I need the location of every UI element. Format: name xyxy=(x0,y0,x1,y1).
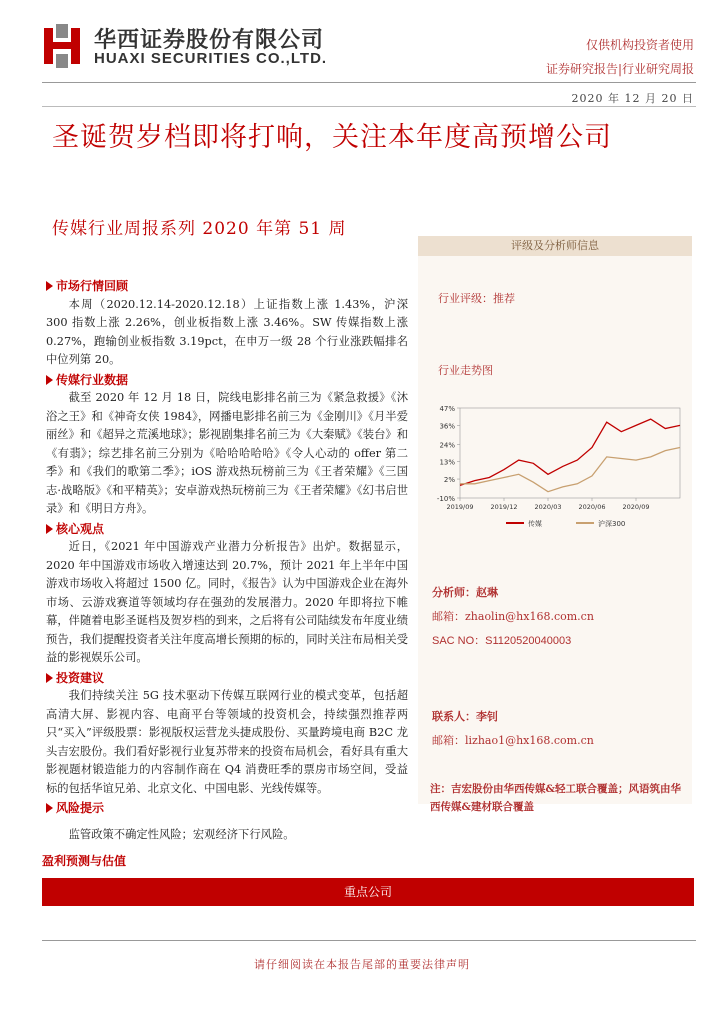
triangle-bullet-icon xyxy=(46,524,53,534)
section-heading: 市场行情回顾 xyxy=(56,279,129,293)
y-tick-label: 36% xyxy=(439,422,455,431)
coverage-note: 注：吉宏股份由华西传媒&轻工联合覆盖；风语筑由华西传媒&建材联合覆盖 xyxy=(430,783,681,813)
triangle-bullet-icon xyxy=(46,673,53,683)
section-paragraph: 本周（2020.12.14-2020.12.18）上证指数上涨 1.43%，沪深 300 指数上涨 2.26%，创业板指数上涨 3.46%。SW 传媒指数上涨 0.27%，跑输创业板指数 3.19pct，在申万一级 28 个行业涨跌幅排名中位列第 20。 xyxy=(46,297,408,366)
footer-divider xyxy=(42,940,696,941)
section-paragraph: 近日，《2021 年中国游戏产业潜力分析报告》出炉。数据显示，2020 年中国游戏市场收入增速达到 20.7%，预计 2021 年上半年中国游戏市场收入将超过 1500 亿。同时，《报告》认为中国游戏企业在海外市场、云游戏赛道等领域均存在强劲的发展潜力。2020 年即将拉下帷幕，伴随着电影圣诞档及贺岁档的到来，之后将有公司陆续发布年度业绩预告，我们提醒投资者关注年度高增长预期的标的，同时关注布局相关受益的影视娱乐公司。 xyxy=(46,540,408,664)
y-tick-label: 13% xyxy=(439,458,455,467)
section-heading: 投资建议 xyxy=(56,670,105,685)
x-tick-label: 2020/09 xyxy=(622,503,650,511)
y-tick-label: 2% xyxy=(443,476,455,485)
contact-name: 联系人：李钊 xyxy=(432,710,498,723)
y-tick-label: 24% xyxy=(439,441,455,450)
section-paragraph: 监管政策不确定性风险；宏观经济下行风险。 xyxy=(68,827,295,841)
section-heading: 传媒行业数据 xyxy=(56,372,129,387)
huaxi-logo-icon xyxy=(42,24,82,68)
company-name-cn: 华西证券股份有限公司 xyxy=(94,28,325,53)
rating-panel-header: 评级及分析师信息 xyxy=(418,236,692,256)
triangle-bullet-icon xyxy=(46,803,53,813)
report-category: 证券研究报告|行业研究周报 xyxy=(545,62,694,76)
analyst-email: 邮箱：zhaolin@hx168.com.cn xyxy=(432,610,594,623)
triangle-bullet-icon xyxy=(46,375,53,385)
trend-chart-label: 行业走势图 xyxy=(438,364,493,377)
date-divider xyxy=(42,106,696,107)
section-risk xyxy=(46,799,408,844)
x-tick-label: 2020/06 xyxy=(578,503,606,511)
y-tick-label: -10% xyxy=(436,495,455,503)
section-heading: 风险提示 xyxy=(56,801,105,815)
triangle-bullet-icon xyxy=(46,281,53,291)
legend-label: 传媒 xyxy=(528,520,542,528)
section-market-review xyxy=(46,277,408,370)
audience-label: 仅供机构投资者使用 xyxy=(585,38,694,52)
x-tick-label: 2020/03 xyxy=(534,503,562,511)
header-divider xyxy=(42,82,696,83)
industry-rating: 行业评级：推荐 xyxy=(438,292,515,305)
legend-label: 沪深300 xyxy=(598,520,626,528)
contact-email: 邮箱：lizhao1@hx168.com.cn xyxy=(432,734,594,747)
section-industry-data xyxy=(46,371,408,519)
x-tick-label: 2019/09 xyxy=(446,503,474,511)
section-paragraph: 我们持续关注 5G 技术驱动下传媒互联网行业的模式变革，包括超高清大屏、影视内容、电商平台等领域的投资机会，持续强烈推荐两只“买入”评级股票：影视版权运营龙头捷成股份、买量跨境电商 B2C 龙头吉宏股份。我们看好影视行业复苏带来的投资布局机会，看好具有重大影视题材锻造能力的内容制作商在 Q4 消费旺季的票房市场空间，受益标的包括华谊兄弟、北京文化、中国电影、光线传媒等。 xyxy=(46,689,408,795)
report-date: 2020 年 12 月 20 日 xyxy=(571,92,694,105)
trend-chart xyxy=(428,400,688,535)
section-investment-advice xyxy=(46,669,408,799)
report-subtitle: 传媒行业周报系列 2020 年第 51 周 xyxy=(52,219,347,239)
report-title: 圣诞贺岁档即将打响，关注本年度高预增公司 xyxy=(52,122,612,153)
series-line-csi300 xyxy=(460,448,680,492)
section-core-view xyxy=(46,520,408,668)
analyst-sac: SAC NO：S1120520040003 xyxy=(432,635,572,647)
analyst-name: 分析师：赵琳 xyxy=(432,586,498,599)
x-tick-label: 2019/12 xyxy=(490,503,518,511)
company-name-en: HUAXI SECURITIES CO.,LTD. xyxy=(94,50,328,67)
summary-column xyxy=(46,276,408,844)
forecast-title: 盈利预测与估值 xyxy=(42,854,127,868)
chart-frame xyxy=(460,408,680,498)
y-tick-label: 47% xyxy=(439,405,455,413)
legal-disclaimer: 请仔细阅读在本报告尾部的重要法律声明 xyxy=(254,958,470,971)
section-heading: 核心观点 xyxy=(56,521,105,536)
section-paragraph: 截至 2020 年 12 月 18 日，院线电影排名前三为《紧急救援》《沐浴之王》和《神奇女侠 1984》，网播电影排名前三为《金刚川》《月半爱丽丝》和《超异之荒溪地球》；影视剧集排名前三为《大秦赋》《装台》和《有翡》；综艺排名前三分别为《哈哈哈哈哈》《令人心动的 offer 第二季》和《我们的歌第二季》；iOS 游戏热玩榜前三为《王者荣耀》《三国志·战略版》《和平精英》；安卓游戏热玩榜前三为《王者荣耀》《幻书启世录》和《明日方舟》。 xyxy=(46,391,408,515)
key-companies-table-header: 重点公司 xyxy=(42,878,694,906)
series-line-media xyxy=(460,419,680,485)
